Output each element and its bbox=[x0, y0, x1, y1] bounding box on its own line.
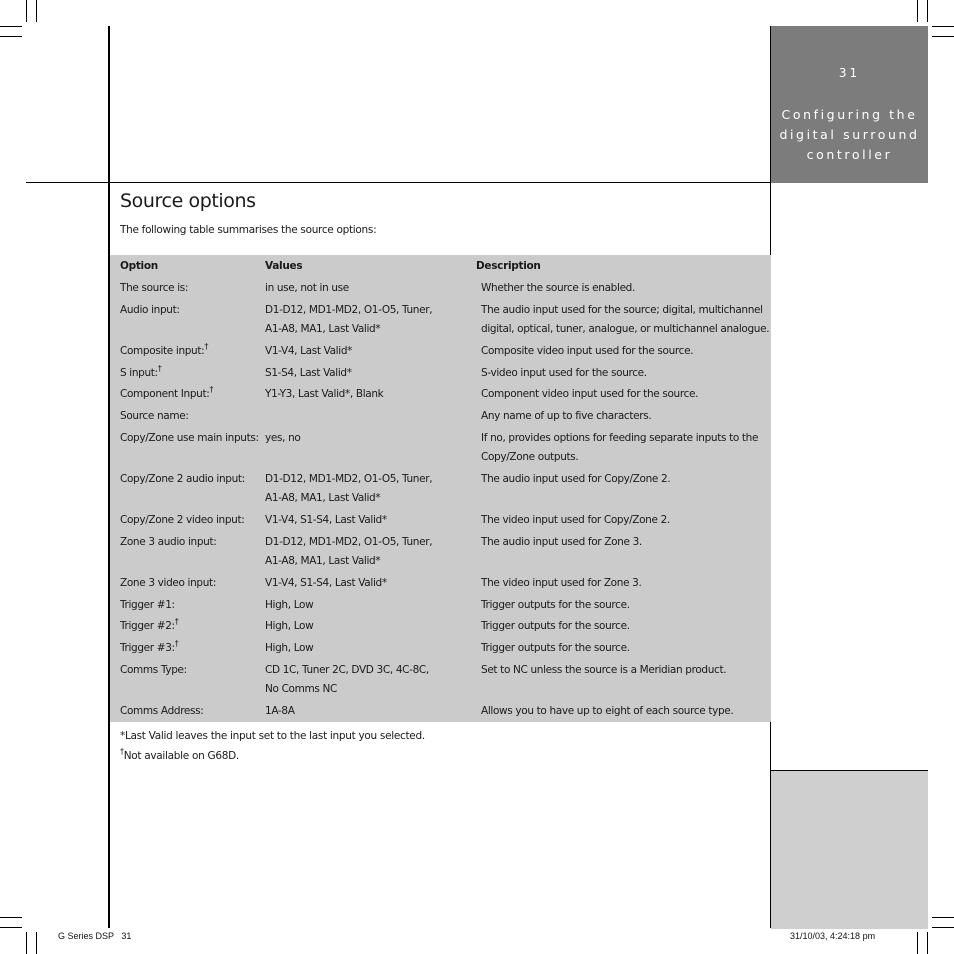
footnote-last-valid: *Last Valid leaves the input set to the last input you selected. bbox=[120, 730, 425, 742]
description-cell: Whether the source is enabled. bbox=[481, 282, 635, 294]
footer-timestamp: 31/10/03, 4:24:18 pm bbox=[790, 931, 876, 941]
value-cell: 1A-8A bbox=[265, 705, 295, 717]
description-cell: Component video input used for the source. bbox=[481, 388, 699, 401]
option-label: Component Input: bbox=[120, 388, 210, 401]
option-cell bbox=[120, 301, 180, 320]
crop-mark bbox=[0, 26, 22, 27]
description-cell: Trigger outputs for the source. bbox=[481, 620, 630, 633]
intro-text: The following table summarises the source options: bbox=[120, 224, 377, 236]
option-label: Comms Address: bbox=[120, 705, 204, 717]
crop-mark bbox=[927, 932, 928, 954]
option-cell bbox=[120, 639, 178, 658]
description-cell: The video input used for Zone 3. bbox=[481, 577, 642, 589]
footnote-dagger bbox=[120, 747, 239, 762]
crop-mark bbox=[932, 927, 954, 928]
option-label: Audio input: bbox=[120, 303, 180, 316]
description-cell: Trigger outputs for the source. bbox=[481, 598, 630, 611]
option-cell bbox=[120, 596, 175, 615]
description-cell: digital, optical, tuner, analogue, or multichannel analogue. bbox=[481, 323, 770, 336]
option-cell bbox=[120, 470, 245, 489]
option-label: Trigger #1: bbox=[120, 598, 175, 611]
option-label: Composite input: bbox=[120, 344, 205, 357]
crop-mark bbox=[0, 917, 22, 918]
crop-mark bbox=[932, 917, 954, 918]
crop-mark bbox=[0, 927, 22, 928]
crop-mark bbox=[932, 36, 954, 37]
option-cell bbox=[120, 661, 187, 680]
value-cell: Y1-Y3, Last Valid*, Blank bbox=[265, 388, 384, 401]
value-cell: No Comms NC bbox=[265, 683, 337, 696]
column-header-values: Values bbox=[265, 260, 303, 272]
crop-mark bbox=[26, 0, 27, 22]
value-cell: CD 1C, Tuner 2C, DVD 3C, 4C-8C, bbox=[265, 663, 429, 676]
option-cell bbox=[120, 511, 244, 530]
column-header-option: Option bbox=[120, 260, 158, 272]
description-cell: If no, provides options for feeding separate inputs to the bbox=[481, 431, 759, 444]
description-cell: The audio input used for the source; digital, multichannel bbox=[481, 303, 763, 316]
description-cell: S-video input used for the source. bbox=[481, 366, 647, 379]
value-cell: V1-V4, Last Valid* bbox=[265, 344, 353, 357]
value-cell: V1-V4, S1-S4, Last Valid* bbox=[265, 514, 387, 527]
crop-mark bbox=[36, 0, 37, 22]
chapter-title: Configuring the digital surround controller bbox=[779, 107, 920, 162]
value-cell: A1-A8, MA1, Last Valid* bbox=[265, 323, 381, 336]
crop-mark bbox=[36, 932, 37, 954]
option-cell bbox=[120, 385, 213, 404]
description-cell: The audio input used for Zone 3. bbox=[481, 535, 642, 548]
option-cell bbox=[120, 533, 216, 552]
value-cell: D1-D12, MD1-MD2, O1-O5, Tuner, bbox=[265, 535, 433, 548]
option-cell bbox=[120, 574, 216, 593]
description-cell: Trigger outputs for the source. bbox=[481, 642, 630, 655]
description-cell: The audio input used for Copy/Zone 2. bbox=[481, 472, 671, 485]
dagger-mark: † bbox=[157, 363, 162, 373]
option-label: Zone 3 audio input: bbox=[120, 535, 217, 548]
value-cell: D1-D12, MD1-MD2, O1-O5, Tuner, bbox=[265, 472, 433, 485]
value-cell: S1-S4, Last Valid* bbox=[265, 366, 352, 379]
value-cell: D1-D12, MD1-MD2, O1-O5, Tuner, bbox=[265, 303, 433, 316]
sidebar-panel bbox=[771, 770, 928, 929]
description-cell: Any name of up to five characters. bbox=[481, 410, 652, 422]
description-cell: Set to NC unless the source is a Meridian product. bbox=[481, 663, 727, 676]
page-number: 31 bbox=[838, 66, 861, 80]
option-label: The source is: bbox=[120, 282, 189, 294]
dagger-mark: † bbox=[209, 385, 214, 395]
option-label: Source name: bbox=[120, 410, 189, 422]
crop-mark bbox=[26, 932, 27, 954]
value-cell: A1-A8, MA1, Last Valid* bbox=[265, 555, 381, 568]
description-cell: Composite video input used for the source. bbox=[481, 344, 694, 357]
dagger-mark: † bbox=[174, 639, 179, 649]
option-label: Zone 3 video input: bbox=[120, 577, 217, 589]
dagger-note-text: Not available on G68D. bbox=[123, 750, 239, 762]
crop-mark bbox=[0, 36, 22, 37]
option-cell bbox=[120, 429, 259, 448]
value-cell: A1-A8, MA1, Last Valid* bbox=[265, 492, 381, 505]
option-label: Trigger #2: bbox=[120, 620, 175, 633]
value-cell: High, Low bbox=[265, 620, 314, 633]
option-cell bbox=[120, 617, 178, 636]
option-label: Trigger #3: bbox=[120, 642, 175, 655]
page-title: Source options bbox=[120, 190, 256, 212]
column-header-description: Description bbox=[476, 260, 541, 272]
option-cell bbox=[120, 364, 161, 383]
option-cell bbox=[120, 702, 203, 721]
option-label: Comms Type: bbox=[120, 663, 187, 676]
value-cell: yes, no bbox=[265, 431, 301, 444]
chapter-tab bbox=[771, 26, 928, 183]
value-cell: High, Low bbox=[265, 598, 314, 611]
footer-slug: G Series DSP 31 bbox=[58, 931, 132, 941]
crop-mark bbox=[917, 0, 918, 22]
crop-mark bbox=[927, 0, 928, 22]
value-cell: in use, not in use bbox=[265, 282, 349, 294]
option-label: Copy/Zone 2 video input: bbox=[120, 514, 245, 527]
crop-mark bbox=[932, 26, 954, 27]
dagger-mark: † bbox=[204, 341, 208, 351]
option-cell bbox=[120, 279, 188, 298]
dagger-mark: † bbox=[120, 747, 124, 756]
crop-mark bbox=[917, 932, 918, 954]
option-label: S input: bbox=[120, 366, 158, 379]
value-cell: V1-V4, S1-S4, Last Valid* bbox=[265, 577, 387, 589]
description-cell: The video input used for Copy/Zone 2. bbox=[481, 514, 670, 527]
value-cell: High, Low bbox=[265, 642, 314, 655]
option-label: Copy/Zone use main inputs: bbox=[120, 431, 259, 444]
dagger-mark: † bbox=[174, 617, 179, 627]
option-label: Copy/Zone 2 audio input: bbox=[120, 472, 245, 485]
option-cell bbox=[120, 407, 189, 426]
description-cell: Allows you to have up to eight of each source type. bbox=[481, 705, 734, 717]
option-cell bbox=[120, 342, 208, 361]
description-cell: Copy/Zone outputs. bbox=[481, 451, 579, 464]
